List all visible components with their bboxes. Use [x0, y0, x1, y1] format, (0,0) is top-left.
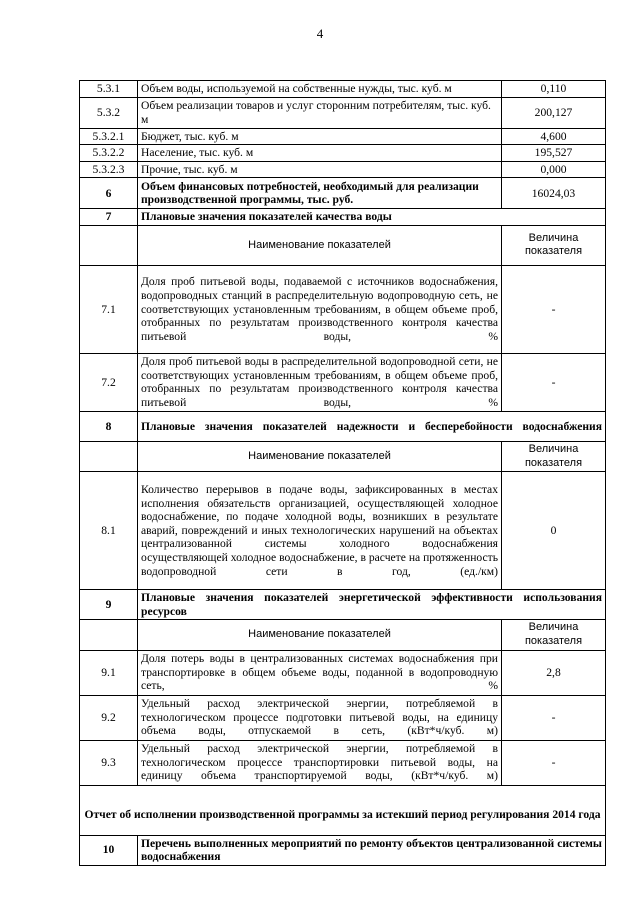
- row-number: 5.3.2.3: [80, 161, 138, 178]
- row-number: 5.3.2.1: [80, 128, 138, 145]
- row-number: 5.3.2: [80, 97, 138, 128]
- row-value: 0,000: [502, 161, 606, 178]
- table-row: [80, 97, 606, 128]
- row-name: Удельный расход электрической энергии, потребляемой в технологическом процессе транспортировки питьевой воды, на единицу объема транспортируемой воды, (кВт*ч/куб. м): [138, 740, 502, 785]
- row-value: -: [502, 695, 606, 740]
- section-title: Перечень выполненных мероприятий по ремонту объектов централизованной системы водоснабжения: [138, 835, 606, 865]
- program-table: [79, 80, 606, 866]
- section-number: 7: [80, 209, 138, 226]
- row-value: 0,110: [502, 81, 606, 98]
- row-number: 9.3: [80, 740, 138, 785]
- header-name: Наименование показателей: [138, 225, 502, 265]
- row-value: 195,527: [502, 145, 606, 162]
- row-value: 16024,03: [502, 178, 606, 209]
- header-value: Величина показателя: [502, 441, 606, 471]
- table-row: [80, 161, 606, 178]
- section-title-row: [80, 835, 606, 865]
- row-name: Количество перерывов в подаче воды, зафиксированных в местах исполнения обязательств организацией, осуществляющей холодное водоснабжение, по подаче холодной воды, возникших в результате аварий, повреждений и иных технологических нарушений на объектах централизованной системы холодного водоснабжения осуществляющей холодное водоснабжение, в расчете на протяженность водопроводной сети в год, (ед./км): [138, 472, 502, 590]
- table-row: [80, 695, 606, 740]
- section-header-row: [80, 620, 606, 650]
- report-title-row: [80, 785, 606, 835]
- row-name: Прочие, тыс. куб. м: [138, 161, 502, 178]
- row-name: Удельный расход электрической энергии, потребляемой в технологическом процессе подготовки питьевой воды, на единицу объема воды, отпускаемой в сеть, (кВт*ч/куб. м): [138, 695, 502, 740]
- header-value: Величина показателя: [502, 620, 606, 650]
- row-name: Население, тыс. куб. м: [138, 145, 502, 162]
- table-row: [80, 472, 606, 590]
- header-name: Наименование показателей: [138, 620, 502, 650]
- section-title: Плановые значения показателей качества воды: [138, 209, 606, 226]
- row-number: 5.3.1: [80, 81, 138, 98]
- section-title: Плановые значения показателей энергетической эффективности использования ресурсов: [138, 590, 606, 620]
- row-name: Доля проб питьевой воды в распределительной водопроводной сети, не соответствующих установленным требованиям, в общем объеме проб, отобранных по результатам производственного контроля качества питьевой воды, %: [138, 353, 502, 411]
- row-name: Доля потерь воды в централизованных системах водоснабжения при транспортировке в общем объеме воды, поданной в водопроводную сеть, %: [138, 650, 502, 695]
- section-title-row: [80, 411, 606, 441]
- section-title: Плановые значения показателей надежности и бесперебойности водоснабжения: [138, 411, 606, 441]
- table-row: [80, 128, 606, 145]
- row-name: Объем реализации товаров и услуг сторонним потребителям, тыс. куб. м: [138, 97, 502, 128]
- header-value: Величина показателя: [502, 225, 606, 265]
- row-value: -: [502, 265, 606, 353]
- section-title-row: [80, 590, 606, 620]
- section-number: 10: [80, 835, 138, 865]
- row-name: Бюджет, тыс. куб. м: [138, 128, 502, 145]
- row-number: 6: [80, 178, 138, 209]
- row-name: Объем воды, используемой на собственные нужды, тыс. куб. м: [138, 81, 502, 98]
- section-title-row: [80, 209, 606, 226]
- row-number: 7.2: [80, 353, 138, 411]
- row-value: 200,127: [502, 97, 606, 128]
- table-row: [80, 650, 606, 695]
- row-value: -: [502, 353, 606, 411]
- table-row: [80, 145, 606, 162]
- row-number: 7.1: [80, 265, 138, 353]
- row-number: 8.1: [80, 472, 138, 590]
- row-value: -: [502, 740, 606, 785]
- row-number: 9.1: [80, 650, 138, 695]
- table-row: [80, 353, 606, 411]
- section-header-row: [80, 441, 606, 471]
- row-name: Доля проб питьевой воды, подаваемой с источников водоснабжения, водопроводных станций в распределительную водопроводную сеть, не соответствующих установленным требованиям, в общем объеме проб, отобранных по результатам производственного контроля качества питьевой воды, %: [138, 265, 502, 353]
- table-row: [80, 81, 606, 98]
- table-row: [80, 178, 606, 209]
- row-value: 0: [502, 472, 606, 590]
- table-row: [80, 265, 606, 353]
- table-row: [80, 740, 606, 785]
- row-name: Объем финансовых потребностей, необходимый для реализации производственной программы, тыс. руб.: [138, 178, 502, 209]
- report-title: Отчет об исполнении производственной программы за истекший период регулирования 2014 года: [80, 785, 606, 835]
- section-number: 9: [80, 590, 138, 620]
- page-number: 4: [316, 26, 324, 41]
- header-name: Наименование показателей: [138, 441, 502, 471]
- row-number: 9.2: [80, 695, 138, 740]
- row-value: 2,8: [502, 650, 606, 695]
- section-header-row: [80, 225, 606, 265]
- row-value: 4,600: [502, 128, 606, 145]
- row-number: 5.3.2.2: [80, 145, 138, 162]
- section-number: 8: [80, 411, 138, 441]
